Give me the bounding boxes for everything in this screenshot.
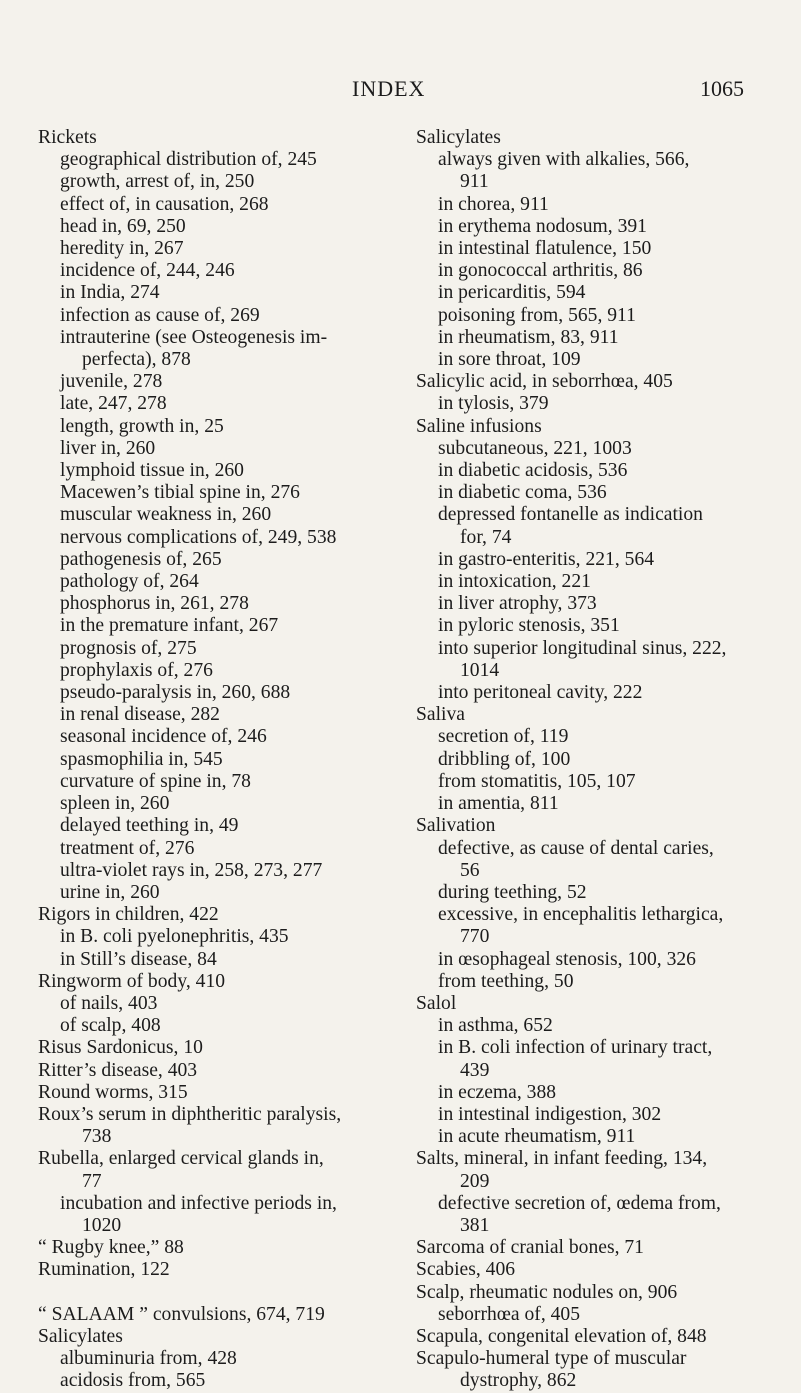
index-subentry: defective, as cause of dental caries,: [438, 837, 714, 859]
index-heading: Salivation: [416, 815, 496, 837]
index-heading: Sarcoma of cranial bones, 71: [416, 1237, 644, 1259]
index-subentry: subcutaneous, 221, 1003: [438, 437, 632, 459]
index-heading: Salts, mineral, in infant feeding, 134,: [416, 1148, 708, 1170]
page-number: 1065: [700, 76, 744, 101]
index-subentry: ultra-violet rays in, 258, 273, 277: [60, 859, 323, 881]
index-subentry: growth, arrest of, in, 250: [60, 171, 255, 193]
index-subentry: in intestinal flatulence, 150: [438, 238, 652, 260]
index-subentry: prophylaxis of, 276: [60, 659, 213, 681]
index-subentry: spleen in, 260: [60, 793, 170, 815]
index-subentry: head in, 69, 250: [60, 215, 186, 237]
index-subentry: albuminuria from, 428: [60, 1347, 237, 1369]
index-subentry: secretion of, 119: [438, 726, 569, 748]
index-subentry: in pyloric stenosis, 351: [438, 615, 620, 637]
index-subentry: in pericarditis, 594: [438, 282, 586, 304]
index-subentry: defective secretion of, œdema from,: [438, 1192, 721, 1214]
index-heading: Saliva: [416, 704, 465, 726]
index-subentry: delayed teething in, 49: [60, 815, 239, 837]
index-heading: Ritter’s disease, 403: [38, 1059, 198, 1081]
index-subentry: 1014: [460, 659, 500, 681]
index-heading: Scalp, rheumatic nodules on, 906: [416, 1281, 678, 1303]
index-heading: Saline infusions: [416, 415, 542, 437]
index-subentry: 77: [82, 1170, 102, 1192]
index-subentry: dystrophy, 862: [460, 1370, 577, 1392]
index-subentry: geographical distribution of, 245: [60, 149, 317, 171]
index-subentry: infection as cause of, 269: [60, 304, 260, 326]
index-subentry: curvature of spine in, 78: [60, 770, 251, 792]
index-subentry: of nails, 403: [60, 992, 158, 1014]
index-subentry: acidosis from, 565: [60, 1370, 206, 1392]
index-subentry: intrauterine (see Osteogenesis im-: [60, 326, 328, 348]
index-subentry: from teething, 50: [438, 970, 574, 992]
index-subentry: depressed fontanelle as indication: [438, 504, 703, 526]
index-heading: Round worms, 315: [38, 1081, 188, 1103]
index-subentry: during teething, 52: [438, 881, 587, 903]
index-subentry: in gonococcal arthritis, 86: [438, 260, 643, 282]
index-heading: Risus Sardonicus, 10: [38, 1037, 203, 1059]
index-subentry: in the premature infant, 267: [60, 615, 279, 637]
index-subentry: incubation and infective periods in,: [60, 1192, 337, 1214]
index-column-right: [416, 127, 781, 1393]
index-subentry: length, growth in, 25: [60, 415, 224, 437]
index-subentry: pathology of, 264: [60, 571, 199, 593]
index-subentry: late, 247, 278: [60, 393, 167, 415]
index-subentry: in eczema, 388: [438, 1081, 557, 1103]
index-subentry: in intoxication, 221: [438, 571, 591, 593]
index-heading: Scapula, congenital elevation of, 848: [416, 1325, 707, 1347]
index-heading: Salol: [416, 992, 457, 1014]
index-heading: Scapulo-humeral type of muscular: [416, 1348, 687, 1370]
index-subentry: seasonal incidence of, 246: [60, 726, 267, 748]
index-subentry: in B. coli infection of urinary tract,: [438, 1037, 713, 1059]
index-subentry: in B. coli pyelonephritis, 435: [60, 926, 289, 948]
index-heading: Salicylic acid, in seborrhœa, 405: [416, 371, 673, 393]
index-subentry: of scalp, 408: [60, 1015, 161, 1037]
index-subentry: liver in, 260: [60, 437, 156, 459]
index-heading: Salicylates: [38, 1325, 123, 1347]
index-subentry: 770: [460, 926, 490, 948]
index-subentry: in diabetic acidosis, 536: [438, 460, 628, 482]
index-subentry: urine in, 260: [60, 881, 160, 903]
index-heading: Rumination, 122: [38, 1259, 170, 1281]
index-subentry: perfecta), 878: [82, 349, 191, 371]
page-header: [0, 76, 801, 106]
index-subentry: muscular weakness in, 260: [60, 504, 272, 526]
index-subentry: in Still’s disease, 84: [60, 948, 217, 970]
index-subentry: in chorea, 911: [438, 193, 549, 215]
index-subentry: dribbling of, 100: [438, 748, 571, 770]
index-subentry: 911: [460, 171, 489, 193]
index-subentry: incidence of, 244, 246: [60, 260, 235, 282]
index-subentry: in India, 274: [60, 282, 160, 304]
index-subentry: spasmophilia in, 545: [60, 748, 223, 770]
index-subentry: in erythema nodosum, 391: [438, 215, 647, 237]
index-subentry: Macewen’s tibial spine in, 276: [60, 482, 300, 504]
index-subentry: prognosis of, 275: [60, 637, 197, 659]
index-subentry: juvenile, 278: [60, 371, 163, 393]
index-subentry: treatment of, 276: [60, 837, 195, 859]
index-subentry: always given with alkalies, 566,: [438, 149, 690, 171]
index-subentry: nervous complications of, 249, 538: [60, 526, 337, 548]
index-heading: Scabies, 406: [416, 1259, 516, 1281]
index-subentry: pathogenesis of, 265: [60, 548, 222, 570]
index-heading: Rubella, enlarged cervical glands in,: [38, 1148, 324, 1170]
index-subentry: lymphoid tissue in, 260: [60, 460, 244, 482]
index-heading: Rickets: [38, 127, 97, 148]
index-subentry: heredity in, 267: [60, 238, 184, 260]
index-subentry: in tylosis, 379: [438, 393, 549, 415]
index-subentry: in liver atrophy, 373: [438, 593, 597, 615]
index-subentry: 381: [460, 1214, 490, 1236]
index-heading: Ringworm of body, 410: [38, 970, 226, 992]
index-subentry: into superior longitudinal sinus, 222,: [438, 637, 727, 659]
index-subentry: in sore throat, 109: [438, 349, 581, 371]
index-heading: Rigors in children, 422: [38, 904, 219, 926]
index-heading: [38, 1282, 388, 1304]
index-subentry: pseudo-paralysis in, 260, 688: [60, 682, 291, 704]
index-subentry: from stomatitis, 105, 107: [438, 770, 636, 792]
index-subentry: excessive, in encephalitis lethargica,: [438, 904, 724, 926]
running-title: INDEX: [352, 76, 426, 101]
index-subentry: in diabetic coma, 536: [438, 482, 607, 504]
index-subentry: 56: [460, 859, 480, 881]
index-heading: Salicylates: [416, 127, 501, 148]
index-subentry: in gastro-enteritis, 221, 564: [438, 548, 655, 570]
index-subentry: for, 74: [460, 526, 512, 548]
index-subentry: effect of, in causation, 268: [60, 193, 269, 215]
index-subentry: phosphorus in, 261, 278: [60, 593, 249, 615]
index-subentry: into peritoneal cavity, 222: [438, 682, 643, 704]
index-heading: Roux’s serum in diphtheritic paralysis,: [38, 1103, 342, 1125]
index-subentry: 209: [460, 1170, 490, 1192]
index-subentry: 1020: [82, 1214, 122, 1236]
index-column-left: [38, 127, 388, 1392]
index-subentry: poisoning from, 565, 911: [438, 304, 636, 326]
index-subentry: 439: [460, 1059, 490, 1081]
index-subentry: in renal disease, 282: [60, 704, 220, 726]
index-subentry: in amentia, 811: [438, 793, 559, 815]
index-subentry: in intestinal indigestion, 302: [438, 1103, 662, 1125]
index-subentry: in rheumatism, 83, 911: [438, 326, 619, 348]
index-subentry: in asthma, 652: [438, 1015, 553, 1037]
index-subentry: in acute rheumatism, 911: [438, 1126, 636, 1148]
index-subentry: in œsophageal stenosis, 100, 326: [438, 948, 696, 970]
index-subentry: seborrhœa of, 405: [438, 1303, 581, 1325]
index-heading: “ SALAAM ” convulsions, 674, 719: [38, 1303, 325, 1325]
index-subentry: 738: [82, 1126, 112, 1148]
index-heading: “ Rugby knee,” 88: [38, 1237, 184, 1259]
